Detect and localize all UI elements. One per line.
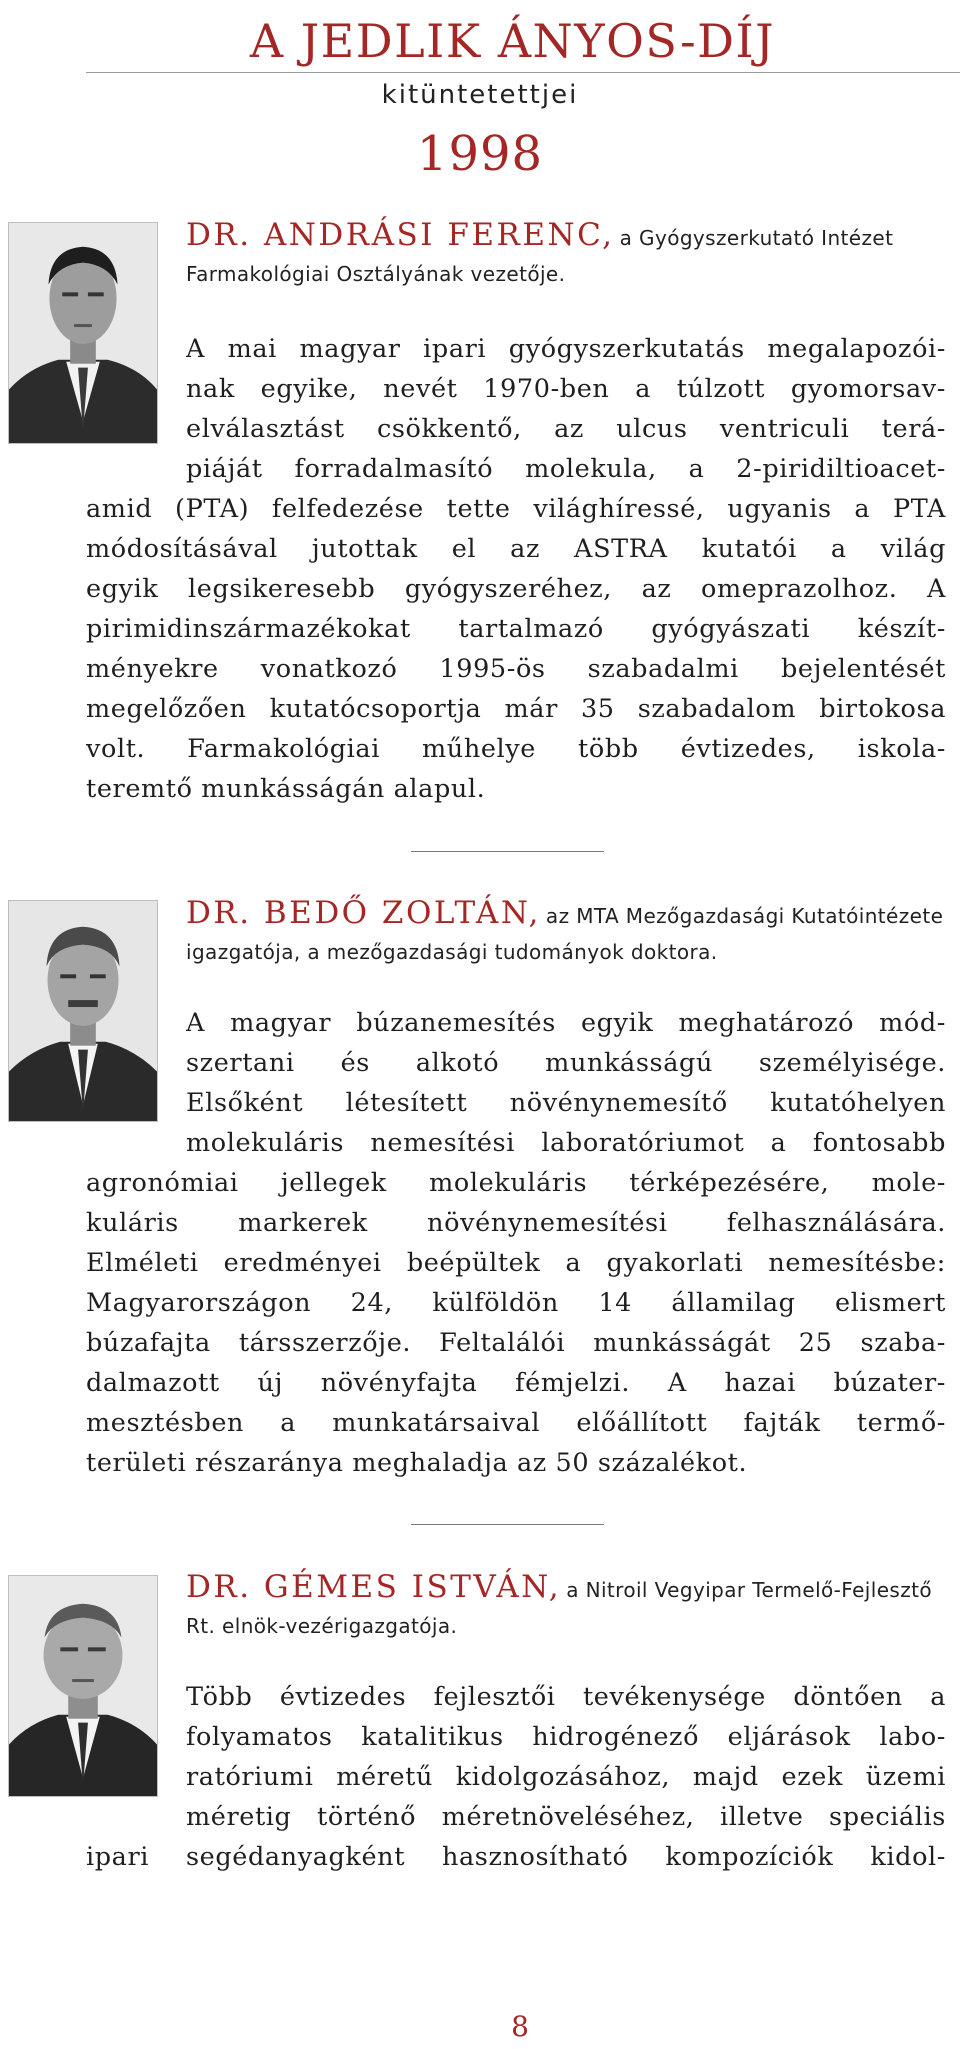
bio-line: módosításával jutottak el az ASTRA kutatói a világ [86,534,946,564]
bio-line: ményekre vonatkozó 1995-ös szabadalmi bejelentését [86,654,946,684]
bio-line: búzafajta társszerzője. Feltalálói munkásságát 25 szaba- [86,1328,946,1358]
bio-line: Elméleti eredményei beépültek a gyakorlati nemesítésbe: [86,1248,946,1278]
bio-line: amid (PTA) felfedezése tette világhíressé, ugyanis a PTA [86,494,946,524]
bio-line: A magyar búzanemesítés egyik meghatározó mód- [186,1008,946,1038]
bio-line: ipari segédanyagként hasznosítható kompozíciók kidol- [86,1842,946,1872]
section-divider [411,851,604,852]
bio-line: volt. Farmakológiai műhelye több évtizedes, iskola- [86,734,946,764]
section-divider [411,1524,604,1525]
bio-line: Több évtizedes fejlesztői tevékenysége döntően a [186,1682,946,1712]
bio-line: Magyarországon 24, külföldön 14 államilag elismert [86,1288,946,1318]
page-title: A JEDLIK ÁNYOS-DÍJ [249,14,776,68]
bio-line: teremtő munkásságán alapul. [86,774,486,804]
bio-line: dalmazott új növényfajta fémjelzi. A hazai búzater- [86,1368,946,1398]
bio-line: ratóriumi méretű kidolgozásához, majd ezek üzemi [186,1762,946,1792]
bio-line: A mai magyar ipari gyógyszerkutatás megalapozói- [186,334,946,364]
laureate-role: a Nitroil Vegyipar Termelő-Fejlesztő Rt. elnök-vezérigazgatója. [186,1578,933,1638]
bio-line: szertani és alkotó munkásságú személyisége. [186,1048,946,1078]
bio-line: megelőzően kutatócsoportja már 35 szabadalom birtokosa [86,694,946,724]
bio-line: területi részaránya meghaladja az 50 százalékot. [86,1448,748,1478]
title-rule [86,72,960,73]
bio-line: Elsőként létesített növénynemesítő kutatóhelyen [186,1088,946,1118]
laureate-role: a Gyógyszerkutató Intézet Farmakológiai Osztályának vezetője. [186,226,894,286]
laureate-name: DR. GÉMES ISTVÁN, [186,1569,562,1605]
bio-line: kuláris markerek növénynemesítési felhasználására. [86,1208,946,1238]
page-number: 8 [511,2010,529,2043]
laureate-name: DR. BEDŐ ZOLTÁN, [186,895,541,931]
portrait-photo [8,1575,158,1797]
laureate-heading [186,218,946,293]
award-year: 1998 [416,126,544,182]
laureate-heading [186,896,946,971]
bio-line: folyamatos katalitikus hidrogénező eljárások labo- [186,1722,946,1752]
bio-line: elválasztást csökkentő, az ulcus ventriculi terá- [186,414,946,444]
bio-line: mesztésben a munkatársaival előállított fajták termő- [86,1408,946,1438]
portrait-photo [8,222,158,444]
bio-line: egyik legsikeresebb gyógyszeréhez, az omeprazolhoz. A [86,574,946,604]
portrait-photo [8,900,158,1122]
bio-line: agronómiai jellegek molekuláris térképezésére, mole- [86,1168,946,1198]
laureate-heading [186,1570,946,1645]
page-subtitle: kitüntetettjei [381,80,579,110]
bio-line: molekuláris nemesítési laboratóriumot a fontosabb [186,1128,946,1158]
bio-line: nak egyike, nevét 1970-ben a túlzott gyomorsav- [186,374,946,404]
bio-line: piáját forradalmasító molekula, a 2-piridiltioacet- [186,454,946,484]
laureate-name: DR. ANDRÁSI FERENC, [186,217,615,253]
bio-line: pirimidinszármazékokat tartalmazó gyógyászati készít- [86,614,946,644]
laureate-role: az MTA Mezőgazdasági Kutatóintézete igazgatója, a mezőgazdasági tudományok doktora. [186,904,944,964]
bio-line: méretig történő méretnöveléséhez, illetve speciális [186,1802,946,1832]
